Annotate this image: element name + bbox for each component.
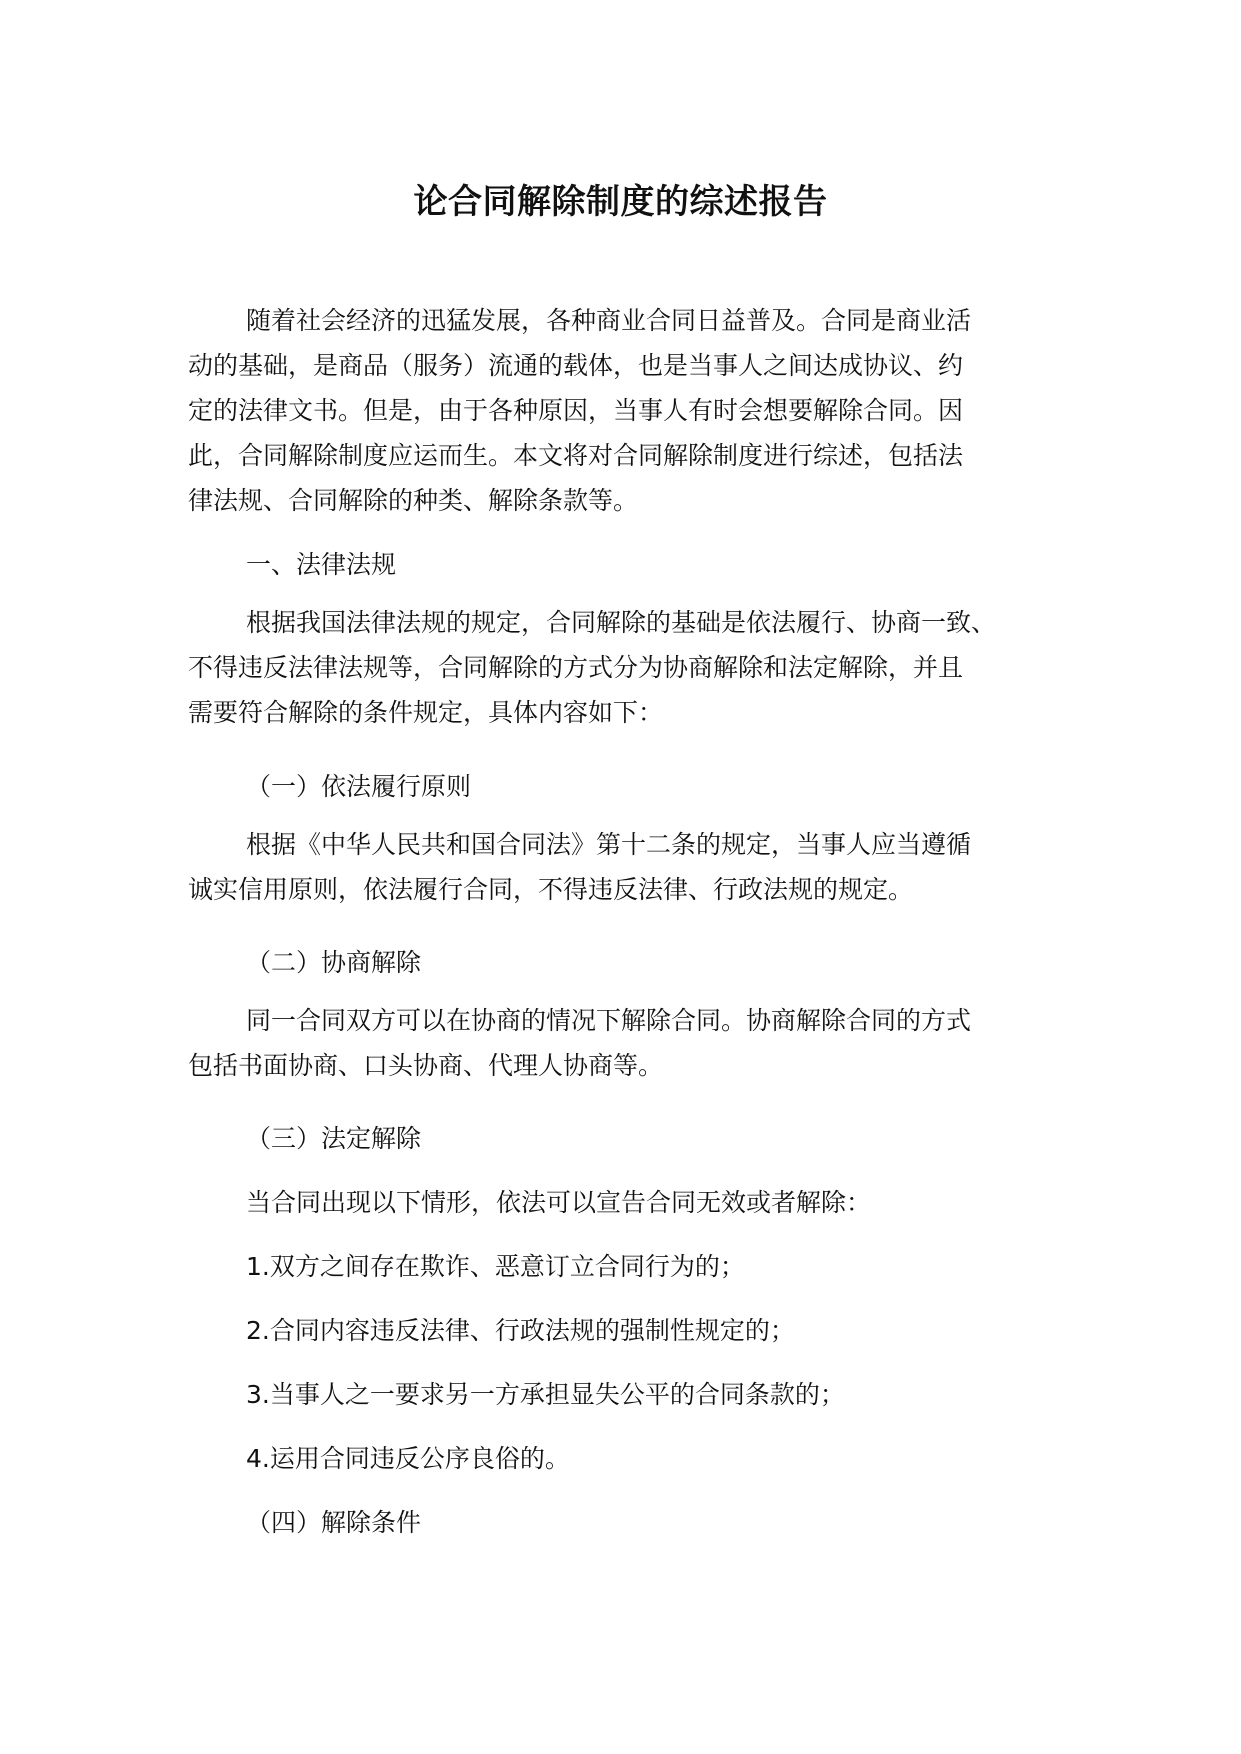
subheading-statutory-termination: （三）法定解除: [246, 1124, 422, 1153]
paragraph-line: 需要符合解除的条件规定，具体内容如下：: [188, 698, 664, 727]
subheading-termination-conditions: （四）解除条件: [246, 1508, 422, 1537]
subheading-lawful-performance: （一）依法履行原则: [246, 772, 472, 801]
paragraph-line: 动的基础，是商品（服务）流通的载体，也是当事人之间达成协议、约: [188, 351, 964, 380]
laws-paragraph: [188, 600, 1088, 735]
document-title: 论合同解除制度的综述报告: [413, 182, 828, 222]
subheading-negotiated-termination: （二）协商解除: [246, 948, 422, 977]
statutory-termination-intro: 当合同出现以下情形，依法可以宣告合同无效或者解除：: [246, 1188, 872, 1217]
paragraph-line: 根据《中华人民共和国合同法》第十二条的规定，当事人应当遵循: [246, 830, 972, 859]
list-item: 4.运用合同违反公序良俗的。: [246, 1444, 570, 1473]
intro-paragraph: [188, 298, 1058, 523]
negotiated-termination-paragraph: [188, 998, 1058, 1088]
paragraph-line: 包括书面协商、口头协商、代理人协商等。: [188, 1051, 664, 1080]
paragraph-line: 不得违反法律法规等，合同解除的方式分为协商解除和法定解除，并且: [188, 653, 964, 682]
list-item: 1.双方之间存在欺诈、恶意订立合同行为的；: [246, 1252, 745, 1281]
section-heading-laws: 一、法律法规: [246, 550, 397, 579]
paragraph-line: 同一合同双方可以在协商的情况下解除合同。协商解除合同的方式: [246, 1006, 972, 1035]
paragraph-line: 律法规、合同解除的种类、解除条款等。: [188, 486, 639, 515]
paragraph-line: 随着社会经济的迅猛发展，各种商业合同日益普及。合同是商业活: [246, 306, 972, 335]
list-item: 2.合同内容违反法律、行政法规的强制性规定的；: [246, 1316, 795, 1345]
paragraph-line: 此，合同解除制度应运而生。本文将对合同解除制度进行综述，包括法: [188, 441, 964, 470]
paragraph-line: 根据我国法律法规的规定，合同解除的基础是依法履行、协商一致、: [246, 608, 997, 637]
paragraph-line: 定的法律文书。但是，由于各种原因，当事人有时会想要解除合同。因: [188, 396, 964, 425]
list-item: 3.当事人之一要求另一方承担显失公平的合同条款的；: [246, 1380, 845, 1409]
lawful-performance-paragraph: [188, 822, 1058, 912]
paragraph-line: 诚实信用原则，依法履行合同，不得违反法律、行政法规的规定。: [188, 875, 914, 904]
